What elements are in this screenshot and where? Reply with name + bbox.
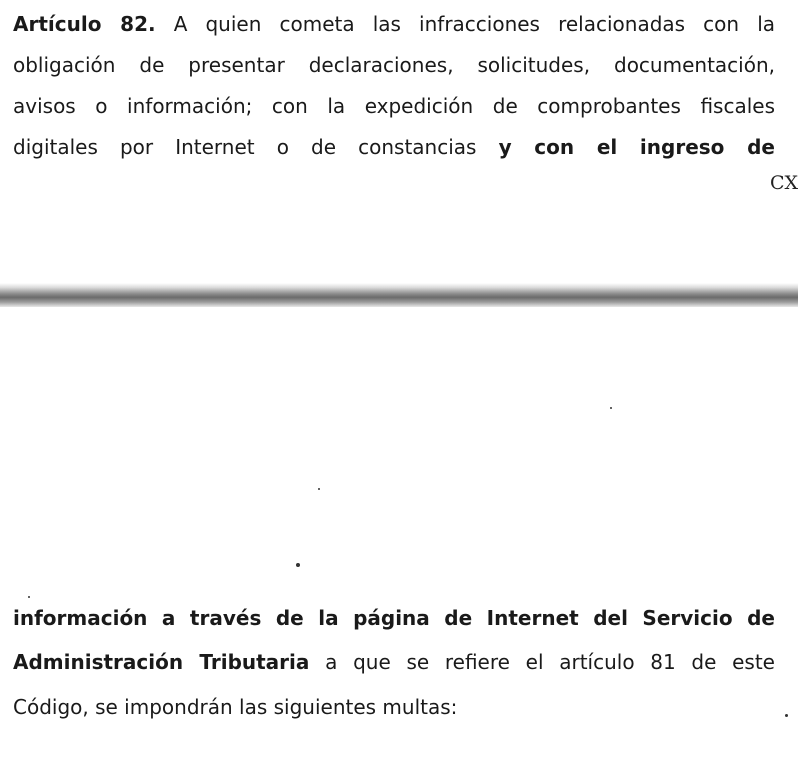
- scan-speck: [296, 563, 300, 567]
- paragraph-text: digitales por Internet o de constancias: [13, 135, 499, 159]
- bold-phrase: información a través de la página de Internet del Servicio de: [13, 606, 775, 630]
- paragraph-text: obligación de presentar declaraciones, solicitudes, documentación,: [13, 53, 775, 77]
- paragraph-line: [13, 92, 775, 120]
- scan-speck: [785, 714, 788, 717]
- paragraph-text: avisos o información; con la expedición de comprobantes fiscales: [13, 94, 775, 118]
- paragraph-line: [13, 133, 775, 161]
- paragraph-line: [13, 51, 775, 79]
- page-separator: [0, 283, 798, 307]
- scan-speck: [318, 488, 320, 490]
- scan-speck: [28, 596, 30, 598]
- article-heading-line: [13, 10, 775, 38]
- institution-name: Administración Tributaria: [13, 650, 310, 674]
- margin-mark: CX: [770, 172, 798, 194]
- paragraph-text: a que se refiere el artículo 81 de este: [309, 650, 775, 674]
- paragraph-line: [13, 648, 775, 676]
- article-number: Artículo 82.: [13, 12, 156, 36]
- paragraph-line: [13, 604, 775, 632]
- scan-speck: [610, 407, 612, 409]
- paragraph-line: [13, 693, 775, 721]
- bold-phrase: y con el ingreso de: [498, 135, 775, 159]
- article-text: A quien cometa las infracciones relacionadas con la: [155, 12, 776, 36]
- paragraph-text: Código, se impondrán las siguientes multas:: [13, 695, 458, 719]
